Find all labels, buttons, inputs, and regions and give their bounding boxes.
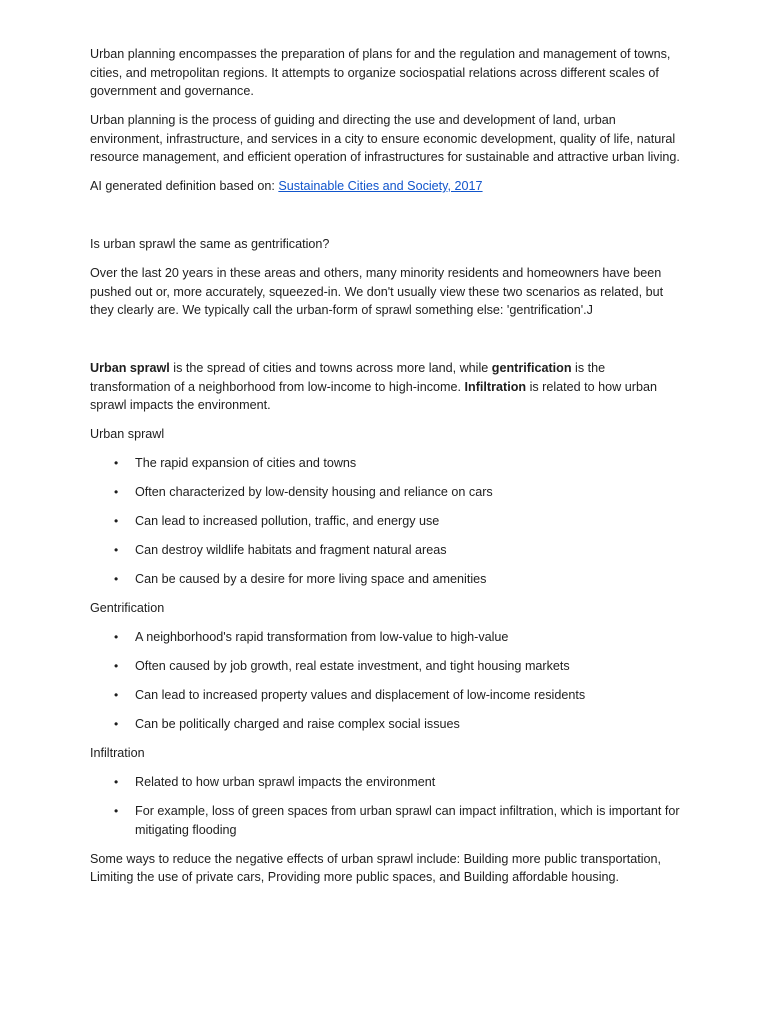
closing-paragraph: Some ways to reduce the negative effects of urban sprawl include: Building more public transportation, Limiting the use of private cars, Providing more public spaces, and Building affordable housing.: [90, 851, 662, 884]
spacer: [90, 206, 680, 235]
summary-paragraph: [90, 359, 680, 415]
intro-paragraph-2: Urban planning is the process of guiding and directing the use and development of land, urban environment, infrastructure, and services in a city to ensure economic development, quality of life, natural resource management, and efficient operation of infrastructures for sustainable and attractive urban living.: [90, 113, 680, 164]
term-urban-sprawl: Urban sprawl: [90, 361, 170, 375]
ai-definition-source: [90, 177, 680, 196]
list-item: • Can lead to increased property values and displacement of low-income residents: [135, 686, 680, 705]
list-item: • For example, loss of green spaces from urban sprawl can impact infiltration, which is important for mitigating flooding: [135, 802, 680, 839]
bullet-list-infiltration: [90, 773, 680, 839]
summary-text-1: is the spread of cities and towns across more land, while: [169, 361, 492, 375]
list-item: • Related to how urban sprawl impacts the environment: [135, 773, 680, 792]
section-heading-infiltration: Infiltration: [90, 746, 145, 760]
list-item: • Often caused by job growth, real estate investment, and tight housing markets: [135, 657, 680, 676]
term-gentrification: gentrification: [491, 361, 572, 375]
list-item: • Often characterized by low-density housing and reliance on cars: [135, 483, 680, 502]
bullet-list-gentrification: [90, 628, 680, 734]
spacer: [90, 330, 680, 359]
summary-text-3: is related to how urban sprawl impacts the environment.: [90, 379, 657, 412]
bullet-list-sprawl: [90, 454, 680, 589]
term-infiltration: Infiltration: [464, 379, 527, 394]
section-heading-gentrification: Gentrification: [90, 601, 165, 615]
list-item: • The rapid expansion of cities and towns: [135, 454, 680, 473]
list-item: • Can lead to increased pollution, traffic, and energy use: [135, 512, 680, 531]
intro-paragraph-1: Urban planning encompasses the preparation of plans for and the regulation and management of towns, cities, and metropolitan regions. It attempts to organize sociospatial relations across different scales of government and governance.: [90, 47, 671, 98]
answer-paragraph: Over the last 20 years in these areas and others, many minority residents and homeowners have been pushed out or, more accurately, squeezed-in. We don't usually view these two scenarios as related, but they clearly are. We typically call the urban-form of sprawl something else: 'gentrification'.J: [90, 266, 664, 317]
list-item: • Can be caused by a desire for more living space and amenities: [135, 570, 680, 589]
list-item: • Can destroy wildlife habitats and fragment natural areas: [135, 541, 680, 560]
list-item: • A neighborhood's rapid transformation from low-value to high-value: [135, 628, 680, 647]
summary-text-2: is the transformation of a neighborhood from low-income to high-income.: [90, 361, 606, 394]
document-page: [90, 45, 680, 897]
question-heading: Is urban sprawl the same as gentrification?: [90, 237, 330, 251]
section-heading-sprawl: Urban sprawl: [90, 427, 165, 441]
list-item: • Can be politically charged and raise complex social issues: [135, 715, 680, 734]
ai-definition-prefix: AI generated definition based on:: [90, 179, 279, 193]
source-link[interactable]: Sustainable Cities and Society, 2017: [278, 179, 483, 193]
